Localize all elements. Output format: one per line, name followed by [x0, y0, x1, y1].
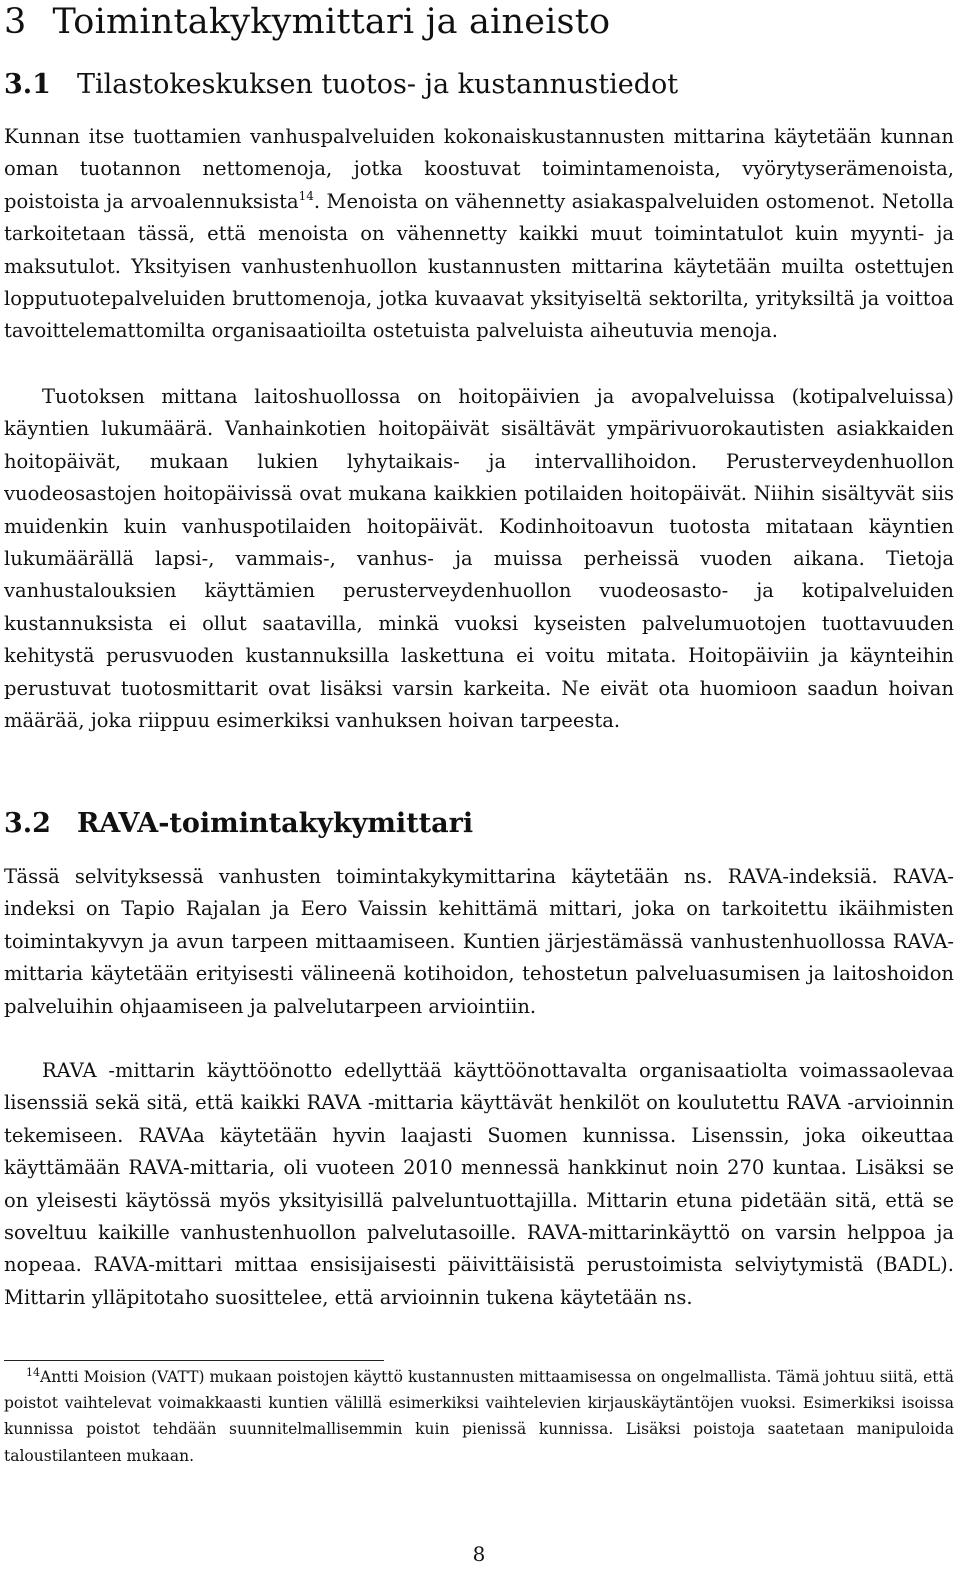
paragraph: RAVA -mittarin käyttöönotto edellyttää käyttöönottavalta organisaatiolta voimassaolevaa lisenssiä sekä sitä, että kaikki RAVA -mittaria käyttävät henkilöt on koulutettu RAVA -arvioinnin tekemiseen. RAVAa käytetään hyvin laajasti Suomen kunnissa. Lisenssin, joka oikeuttaa käyttämään RAVA-mittaria, oli vuoteen 2010 mennessä hankkinut noin 270 kuntaa. Lisäksi se on yleisesti käytössä myös yksityisillä palveluntuottajilla. Mittarin etuna pidetään sitä, että se soveltuu kaikille vanhustenhuollon palvelutasoille. RAVA-mittarinkäyttö on varsin helppoa ja nopeaa. RAVA-mittari mittaa ensisijaisesti päivittäisistä perustoimista selviytymistä (BADL). Mittarin ylläpitotaho suosittelee, että arvioinnin tukena käytetään ns. [4, 1059, 954, 1309]
section-heading-3-2 [4, 808, 473, 839]
chapter-number: 3 [4, 2, 27, 42]
paragraph [4, 121, 954, 348]
section-heading-3-1 [4, 69, 678, 100]
paragraph: Tuotoksen mittana laitoshuollossa on hoitopäivien ja avopalveluissa (kotipalveluissa) käyntien lukumäärä. Vanhainkotien hoitopäivät sisältävät ympärivuorokautisten asiakkaiden hoitopäivät, mukaan lukien lyhytaikais- ja intervallihoidon. Perusterveydenhuollon vuodeosastojen hoitopäivissä ovat mukana kaikkien potilaiden hoitopäivät. Niihin sisältyvät siis muidenkin kuin vanhuspotilaiden hoitopäivät. Kodinhoitoavun tuotosta mitataan käyntien lukumäärällä lapsi-, vammais-, vanhus- ja muissa perheissä vuoden aikana. Tietoja vanhustalouksien käyttämien perusterveydenhuollon vuodeosasto- ja kotipalveluiden kustannuksista ei ollut saatavilla, minkä vuoksi kyseisten palvelumuotojen tuottavuuden kehitystä perusvuoden kustannuksilla laskettuna ei voitu mitata. Hoitopäiviin ja käynteihin perustuvat tuotosmittarit ovat lisäksi varsin karkeita. Ne eivät ota huomioon saadun hoivan määrää, joka riippuu esimerkiksi vanhuksen hoivan tarpeesta. [4, 385, 954, 733]
section-title: RAVA-toimintakykymittari [76, 808, 474, 839]
paragraph-text: . Menoista on vähennetty asiakaspalveluiden ostomenot. Netolla tarkoitetaan tässä, että menoista on vähennetty kaikki muut toimintatulot kuin myynti- ja maksutulot. Yksityisen vanhustenhuollon kustannusten mittarina käytetään muilta ostettujen lopputuotepalveluiden bruttomenoja, jotka kuvaavat yksityiseltä sektorilta, yrityksiltä ja voittoa tavoittelemattomilta organisaatioilta ostetuista palveluista aiheutuvia menoja. [4, 189, 954, 343]
footnote-divider [4, 1360, 384, 1361]
section-title: Tilastokeskuksen tuotos- ja kustannustiedot [76, 69, 679, 100]
footnote-reference[interactable]: 14 [298, 188, 314, 203]
paragraph: Tässä selvityksessä vanhusten toimintakykymittarina käytetään ns. RAVA-indeksiä. RAVA-indeksi on Tapio Rajalan ja Eero Vaissin kehittämä mittari, joka on tarkoitettu ikäihmisten toimintakyvyn ja avun tarpeen mittaamiseen. Kuntien järjestämässä vanhustenhuollossa RAVA-mittaria käytetään erityisesti välineenä kotihoidon, tehostetun palveluasumisen ja laitoshoidon palveluihin ohjaamiseen ja palvelutarpeen arviointiin. [4, 865, 954, 1018]
section-number: 3.2 [4, 808, 51, 839]
footnote-mark: 14 [26, 1366, 40, 1379]
page-number: 8 [472, 1542, 486, 1566]
chapter-heading [4, 2, 610, 42]
paragraph-text: Kunnan itse tuottamien vanhuspalveluiden kokonaiskustannusten mittarina käytetään kunnan oman tuotannon nettomenoja, jotka koostuvat toimintamenoista, vyörytyserämenoista, poistoista ja arvoalennuksista [4, 125, 954, 213]
chapter-title: Toimintakykymittari ja aineisto [52, 2, 611, 42]
footnote-text: Antti Moision (VATT) mukaan poistojen käyttö kustannusten mittaamisessa on ongelmallista. Tämä johtuu siitä, että poistot vaihtelevat voimakkaasti kuntien välillä esimerkiksi vaihtelevien kirjauskäytäntöjen vuoksi. Esimerkiksi isoissa kunnissa poistot tehdään suunnitelmallisemmin kuin pienissä kunnissa. Lisäksi poistoja saatetaan manipuloida taloustilanteen mukaan. [4, 1368, 954, 1465]
section-number: 3.1 [4, 69, 51, 100]
footnote [4, 1364, 954, 1469]
